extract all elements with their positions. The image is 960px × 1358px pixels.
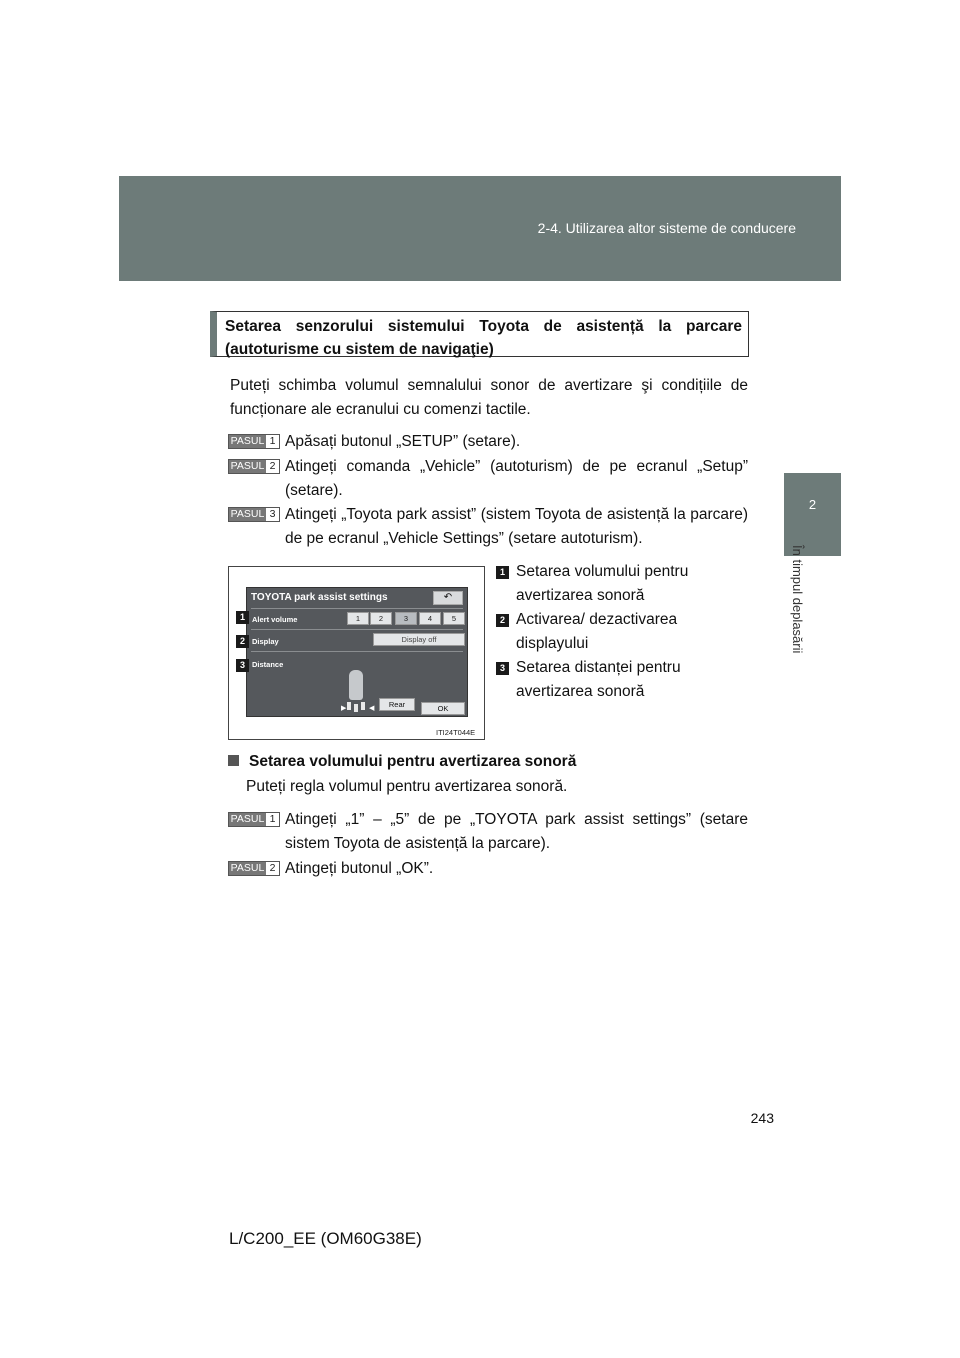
step-badge-number: 3 bbox=[266, 508, 279, 521]
step-badge-word: PASUL bbox=[230, 460, 265, 472]
ok-button[interactable]: OK bbox=[421, 702, 465, 715]
distance-label: Distance bbox=[252, 660, 284, 669]
step-text: Atingeți „1” – „5” de pe „TOYOTA park assist settings” (setare sistem Toyota de asistență la parcare). bbox=[285, 811, 748, 852]
legend-number: 3 bbox=[496, 662, 509, 675]
legend-text: Setarea distanței pentru avertizarea sonoră bbox=[516, 659, 681, 700]
step-text: Atingeți „Toyota park assist” (sistem Toyota de asistență la parcare) de pe ecranul „Vehicle Settings” (setare autoturism). bbox=[285, 506, 748, 547]
step-badge bbox=[228, 861, 280, 876]
step-badge bbox=[228, 507, 280, 522]
document-code-footer: L/C200_EE (OM60G38E) bbox=[229, 1229, 422, 1248]
display-label: Display bbox=[252, 637, 279, 646]
screen-divider bbox=[251, 608, 463, 609]
step-badge-word: PASUL bbox=[230, 813, 265, 825]
step-text: Apăsați butonul „SETUP” (setare). bbox=[285, 433, 521, 450]
volume-button-4[interactable]: 4 bbox=[419, 612, 441, 625]
sensor-icon bbox=[354, 704, 358, 712]
intro-paragraph: Puteți schimba volumul semnalului sonor de avertizare şi condițiile de funcționare ale ecranului cu comenzi tactile. bbox=[230, 377, 748, 418]
callout-3: 3 bbox=[236, 659, 249, 672]
screen-divider bbox=[251, 629, 463, 630]
callout-1: 1 bbox=[236, 611, 249, 624]
page-number: 243 bbox=[750, 1110, 774, 1126]
volume-button-1[interactable]: 1 bbox=[347, 612, 369, 625]
screen-title: TOYOTA park assist settings bbox=[251, 592, 388, 603]
volume-button-5[interactable]: 5 bbox=[443, 612, 465, 625]
chapter-tab bbox=[784, 473, 841, 556]
sensor-icon bbox=[361, 702, 365, 710]
step-a2 bbox=[228, 455, 748, 503]
subsection-heading bbox=[228, 750, 576, 774]
park-assist-settings-screen bbox=[246, 587, 468, 717]
legend-text: Activarea/ dezactivarea displayului bbox=[516, 611, 678, 652]
step-badge-number: 1 bbox=[266, 813, 279, 826]
legend-text: Setarea volumului pentru avertizarea sonoră bbox=[516, 563, 689, 604]
subsection-intro: Puteți regla volumul pentru avertizarea sonoră. bbox=[246, 778, 568, 795]
legend-number: 1 bbox=[496, 566, 509, 579]
chapter-label: În timpul deplasării bbox=[790, 545, 805, 654]
legend-number: 2 bbox=[496, 614, 509, 627]
step-badge-number: 1 bbox=[266, 435, 279, 448]
sensor-icon bbox=[347, 702, 351, 710]
running-header: 2-4. Utilizarea altor sisteme de conducere bbox=[537, 220, 796, 236]
alert-volume-label: Alert volume bbox=[252, 615, 298, 624]
legend-item-3 bbox=[496, 656, 746, 704]
step-badge-word: PASUL bbox=[230, 508, 265, 520]
step-badge-number: 2 bbox=[266, 862, 279, 875]
vehicle-icon bbox=[349, 670, 363, 700]
display-toggle-button[interactable]: Display off bbox=[373, 633, 465, 646]
step-text: Atingeți comanda „Vehicle” (autoturism) de pe ecranul „Setup” (setare). bbox=[285, 458, 748, 499]
step-badge bbox=[228, 812, 280, 827]
section-title: Setarea senzorului sistemului Toyota de asistență la parcare (autoturisme cu sistem de navigaţie) bbox=[225, 318, 742, 358]
screen-divider bbox=[251, 651, 463, 652]
legend-item-2 bbox=[496, 608, 746, 656]
step-a1 bbox=[228, 430, 748, 454]
back-icon[interactable]: ↶ bbox=[433, 591, 463, 605]
rear-distance-button[interactable]: Rear bbox=[379, 698, 415, 711]
subsection-title: Setarea volumului pentru avertizarea sonoră bbox=[249, 753, 577, 770]
chapter-number: 2 bbox=[808, 497, 817, 512]
arrow-right-icon: ▶ bbox=[341, 705, 347, 712]
arrow-left-icon: ◀ bbox=[369, 705, 375, 712]
step-a3 bbox=[228, 503, 748, 551]
step-b2 bbox=[228, 857, 748, 881]
step-badge-number: 2 bbox=[266, 460, 279, 473]
step-badge-word: PASUL bbox=[230, 435, 265, 447]
step-badge bbox=[228, 434, 280, 449]
step-text: Atingeți butonul „OK”. bbox=[285, 860, 434, 877]
volume-button-3[interactable]: 3 bbox=[395, 612, 417, 625]
legend-item-1 bbox=[496, 560, 746, 608]
figure-code: ITI24T044E bbox=[436, 728, 476, 737]
step-badge-word: PASUL bbox=[230, 862, 265, 874]
step-b1 bbox=[228, 808, 748, 856]
step-badge bbox=[228, 459, 280, 474]
callout-2: 2 bbox=[236, 635, 249, 648]
square-bullet-icon bbox=[228, 755, 239, 766]
section-title-box bbox=[210, 311, 749, 357]
volume-button-2[interactable]: 2 bbox=[370, 612, 392, 625]
